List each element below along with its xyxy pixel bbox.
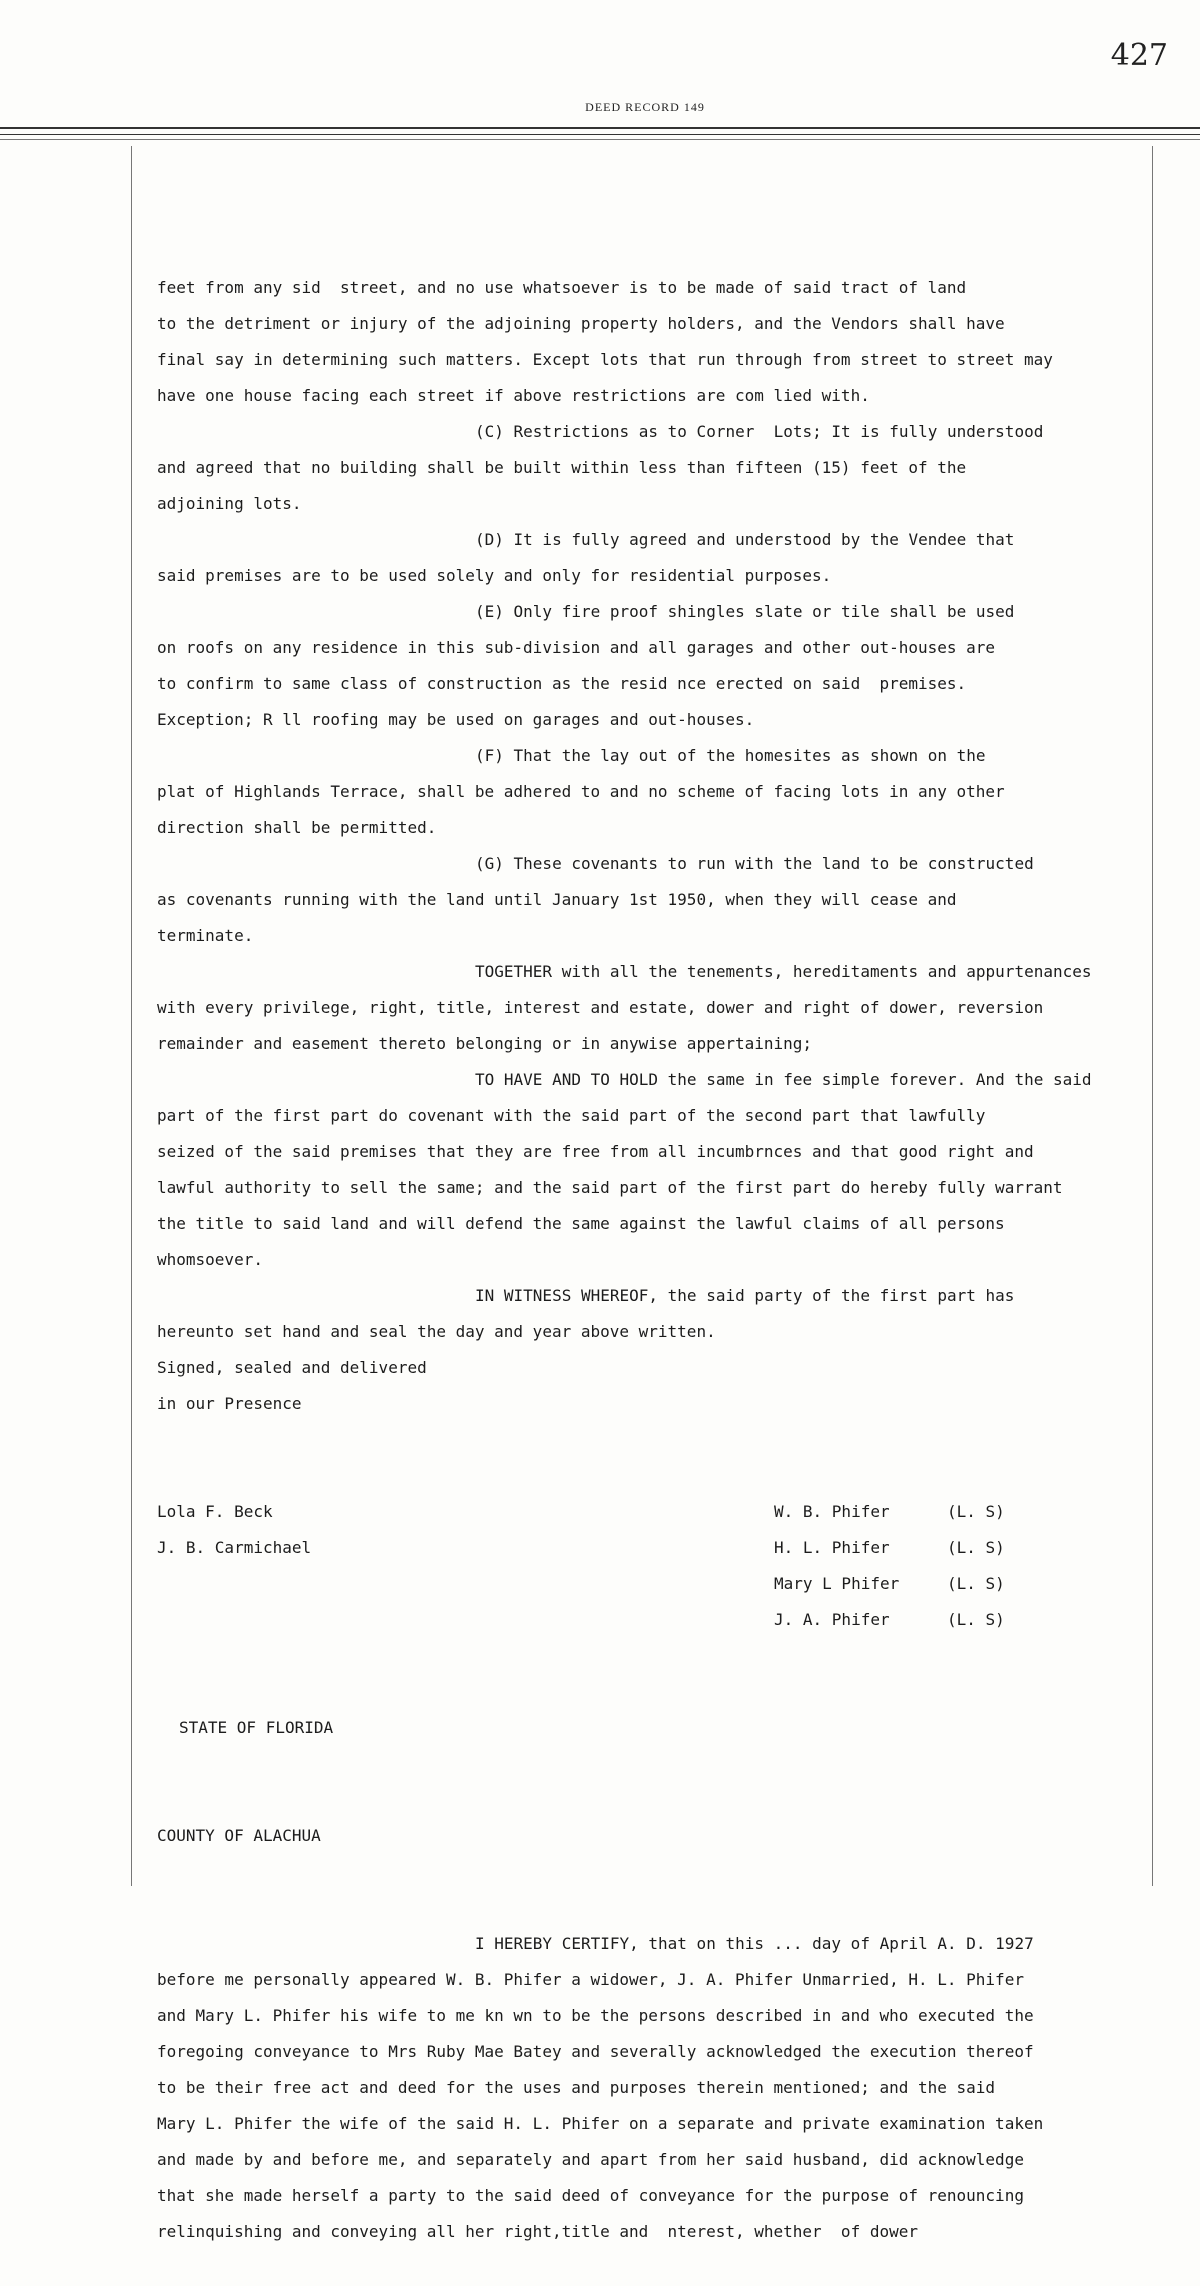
text-line: (C) Restrictions as to Corner Lots; It is fully understood <box>475 422 1044 441</box>
signature-row <box>157 1530 1157 1566</box>
text-line: and Mary L. Phifer his wife to me kn wn to be the persons described in and who executed the <box>157 2006 1034 2025</box>
text-line: (F) That the lay out of the homesites as shown on the <box>475 746 986 765</box>
text-line: remainder and easement thereto belonging or in anywise appertaining; <box>157 1034 813 1053</box>
text-line: direction shall be permitted. <box>157 818 437 837</box>
text-line: to confirm to same class of construction as the resid nce erected on said premises. <box>157 674 967 693</box>
text-line: TOGETHER with all the tenements, hereditaments and appurtenances <box>475 962 1092 981</box>
text-line: I HEREBY CERTIFY, that on this ... day of April A. D. 1927 <box>475 1934 1034 1953</box>
signer-name: Mary L Phifer <box>774 1574 900 1593</box>
text-line: that she made herself a party to the said deed of conveyance for the purpose of renouncing <box>157 2186 1024 2205</box>
county-heading: COUNTY OF ALACHUA <box>157 1826 321 1845</box>
signature-block <box>157 1494 1157 1638</box>
text-line: part of the first part do covenant with the said part of the second part that lawfully <box>157 1106 986 1125</box>
text-line: on roofs on any residence in this sub-division and all garages and other out-houses are <box>157 638 996 657</box>
header-rule <box>0 139 1200 140</box>
signature-row <box>157 1566 1157 1602</box>
book-title: DEED RECORD 149 <box>585 100 705 114</box>
witness-name: J. B. Carmichael <box>157 1538 312 1557</box>
text-line: to be their free act and deed for the uses and purposes therein mentioned; and the said <box>157 2078 996 2097</box>
text-line: seized of the said premises that they are free from all incumbrnces and that good right and <box>157 1142 1034 1161</box>
text-line: (G) These covenants to run with the land to be constructed <box>475 854 1034 873</box>
text-line: relinquishing and conveying all her right,title and nterest, whether of dower <box>157 2222 918 2241</box>
acknowledgment-body <box>157 1926 1157 2250</box>
text-line: Signed, sealed and delivered <box>157 1358 427 1377</box>
state-heading: STATE OF FLORIDA <box>179 1718 334 1737</box>
signer-name: W. B. Phifer <box>774 1502 890 1521</box>
text-line: adjoining lots. <box>157 494 302 513</box>
deed-body <box>157 270 1157 1422</box>
left-margin-line <box>131 146 132 1886</box>
text-line: final say in determining such matters. Except lots that run through from street to street may <box>157 350 1053 369</box>
text-line: terminate. <box>157 926 254 945</box>
text-line: plat of Highlands Terrace, shall be adhered to and no scheme of facing lots in any other <box>157 782 1005 801</box>
signer-name: H. L. Phifer <box>774 1538 890 1557</box>
signer-name: J. A. Phifer <box>774 1610 890 1629</box>
header-rule <box>0 134 1200 135</box>
text-line: and agreed that no building shall be built within less than fifteen (15) feet of the <box>157 458 967 477</box>
header-rule <box>0 127 1200 129</box>
text-line: hereunto set hand and seal the day and year above written. <box>157 1322 716 1341</box>
text-line: to the detriment or injury of the adjoining property holders, and the Vendors shall have <box>157 314 1005 333</box>
text-line: with every privilege, right, title, interest and estate, dower and right of dower, reversion <box>157 998 1044 1017</box>
text-line: Exception; R ll roofing may be used on garages and out-houses. <box>157 710 755 729</box>
text-line: said premises are to be used solely and only for residential purposes. <box>157 566 832 585</box>
seal-mark: (L. S) <box>947 1574 1005 1593</box>
page-number: 427 <box>1110 38 1168 73</box>
text-line: and made by and before me, and separately and apart from her said husband, did acknowledge <box>157 2150 1024 2169</box>
witness-name: Lola F. Beck <box>157 1502 273 1521</box>
text-line: the title to said land and will defend the same against the lawful claims of all persons <box>157 1214 1005 1233</box>
text-line: whomsoever. <box>157 1250 263 1269</box>
text-line: in our Presence <box>157 1394 302 1413</box>
text-line: IN WITNESS WHEREOF, the said party of the first part has <box>475 1286 1015 1305</box>
text-line: (D) It is fully agreed and understood by the Vendee that <box>475 530 1015 549</box>
text-line: (E) Only fire proof shingles slate or tile shall be used <box>475 602 1015 621</box>
text-line: Mary L. Phifer the wife of the said H. L. Phifer on a separate and private examination taken <box>157 2114 1044 2133</box>
signature-row <box>157 1494 1157 1530</box>
signature-row <box>157 1602 1157 1638</box>
seal-mark: (L. S) <box>947 1538 1005 1557</box>
text-line: as covenants running with the land until January 1st 1950, when they will cease and <box>157 890 957 909</box>
text-line: before me personally appeared W. B. Phifer a widower, J. A. Phifer Unmarried, H. L. Phifer <box>157 1970 1024 1989</box>
deed-text <box>157 198 1157 2286</box>
text-line: have one house facing each street if above restrictions are com lied with. <box>157 386 870 405</box>
text-line: feet from any sid street, and no use whatsoever is to be made of said tract of land <box>157 278 967 297</box>
seal-mark: (L. S) <box>947 1502 1005 1521</box>
text-line: lawful authority to sell the same; and the said part of the first part do hereby fully warrant <box>157 1178 1063 1197</box>
text-line: TO HAVE AND TO HOLD the same in fee simple forever. And the said <box>475 1070 1092 1089</box>
seal-mark: (L. S) <box>947 1610 1005 1629</box>
text-line: foregoing conveyance to Mrs Ruby Mae Batey and severally acknowledged the execution thereof <box>157 2042 1034 2061</box>
